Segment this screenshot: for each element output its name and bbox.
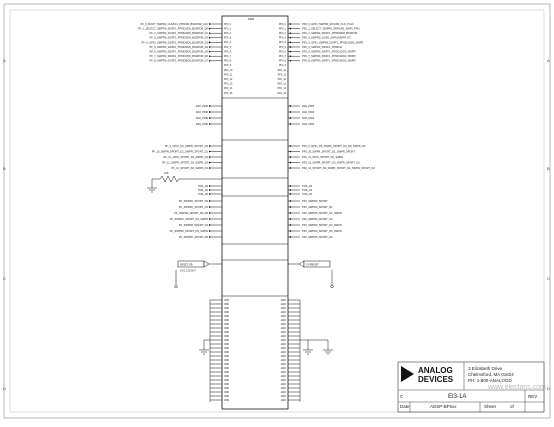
net-label: PF_SWPR0_SPORT_D1 [178, 205, 208, 209]
net-label: PF_SWPR0_SPORT_D6 [178, 235, 208, 239]
net-arrow [209, 193, 211, 195]
sport-left-group [196, 104, 222, 126]
power-pin-name: GND [280, 322, 286, 326]
pin-name: PF0_0 [278, 22, 286, 26]
top-left-net-group [138, 22, 233, 95]
net-label: PF_12_SWPR_SPORT_D3_SWPR_D3 [162, 161, 208, 165]
pin-name: PF0_12 [224, 78, 233, 81]
pin-name: PF0_15 [277, 91, 286, 95]
net-arrow [289, 28, 291, 30]
power-pin-name: GND [280, 394, 286, 398]
power-pin-name: VDD [224, 394, 230, 398]
net-arrow [289, 206, 291, 208]
net-arrow [209, 28, 211, 30]
sheet-of: of [510, 404, 514, 409]
net-label: PF_4_GPIO_SWPR0_D3/FF1_PPI0D4/D0_BSDPOR_D3 [141, 41, 208, 45]
net-arrow [209, 37, 211, 39]
schematic-title: EI3-1A [448, 394, 467, 400]
net-arrow [209, 117, 211, 119]
power-pin-name: VDD [224, 386, 230, 390]
net-arrow [289, 230, 291, 232]
power-pin-name: GND [280, 366, 286, 370]
net-arrow [209, 189, 211, 191]
power-pin-name: GND [280, 310, 286, 314]
net-label: PF0_3_SWPR0_D1/D0_SHR0/SWPR_D0 [302, 36, 351, 40]
reset-left-label2: SYS_CLKOUT [180, 269, 196, 273]
net-label: PF_SWPR0_SPORT_D2_D0 [174, 211, 208, 215]
power-pin-name: GND [280, 334, 286, 338]
power-pin-name: VDD [224, 350, 230, 354]
power-pin-name: GND [280, 374, 286, 378]
net-label: PF0_8_SWPR0_D6/FF1_PPI0D14/D0_SWPR [302, 59, 356, 63]
power-pin-name: VDD [224, 358, 230, 362]
pin-name: PF0_9 [278, 64, 286, 68]
power-pin-name: GND [280, 314, 286, 318]
row-label: C [3, 276, 6, 281]
reset-left-connector [175, 261, 222, 288]
power-pin-name: VDD [224, 354, 230, 358]
net-arrow [209, 105, 211, 107]
power-pin-name: GND [280, 330, 286, 334]
net-label: PF0_7_SWPR0_D5/FF1_PPI0D13/D0_SWPR [302, 55, 356, 59]
net-label: TMS_A0 [197, 192, 208, 196]
net-label: PF_SWPR0_SPORT_D4 [178, 223, 208, 227]
pin-name: PF0_8 [224, 59, 232, 63]
net-label: PF0_SWPR0_SPORT [302, 199, 328, 203]
jtag-left-group [198, 184, 222, 196]
net-arrow [289, 200, 291, 202]
power-pin-name: GND [280, 362, 286, 366]
pin-name: PF0_3 [224, 36, 232, 40]
row-label: C [547, 276, 550, 281]
net-label: PF_11_GPIO_SPORT_D2_SWPR_D2 [163, 155, 208, 159]
pin-name: PF0_10 [277, 68, 286, 72]
address-line-1: 3 Elizabeth Drive [468, 366, 503, 371]
net-arrow [209, 156, 211, 158]
net-label: TMS_A0 [197, 188, 208, 192]
net-label: PF_5_SWPR0_D4/FF1_PPI0D5/D0_BSDPOR_D4 [149, 45, 208, 49]
power-pins-left [210, 299, 229, 402]
power-pin-name: VDD [224, 330, 230, 334]
power-pin-name: VDD [224, 374, 230, 378]
net-label: PF_8_SWPR0_D7/FF1_PPI0D8/D0_BSDPOR_D7 [149, 59, 208, 63]
net-label: PF_7_SWPR0_D6/FF1_PPI0D7/D0_BSDPOR_D6 [149, 55, 208, 59]
power-pin-name: GND [280, 398, 286, 402]
net-arrow [209, 212, 211, 214]
net-label: PF_SWPR0_SPORT_D0 [178, 199, 208, 203]
power-pin-name: VDD [224, 390, 230, 394]
row-label: A [547, 58, 550, 63]
pin-name: PF0_4 [224, 41, 232, 45]
net-arrow [289, 55, 291, 57]
pull-resistor [147, 176, 222, 192]
net-arrow [209, 224, 211, 226]
power-pin-name: VDD [224, 306, 230, 310]
power-pins-right [281, 299, 300, 402]
mid-left-net-group [152, 144, 222, 170]
watermark: www.elecfans.com [488, 384, 546, 391]
net-label: PF0_1_SELECT_SWPR0_SRFS/D0_SHR0_PPI0 [302, 27, 360, 31]
pin-name: PF0_15 [224, 91, 233, 95]
net-label: PF0_9_GPIO_D0_SWPR_SPORT_D0_D0_SWPR_D0 [302, 144, 366, 148]
lower-left-net-group [170, 199, 222, 239]
net-arrow [209, 236, 211, 238]
net-label: PF0_5_SWPR0_D3/FF1_PPI0D11 [302, 45, 343, 49]
net-label: DA0_PRI0 [195, 116, 208, 120]
net-label: PF0_SWPR0_SPORT_D2_SWPR [302, 211, 342, 215]
net-arrow [209, 41, 211, 43]
net-label: PF_3_SWPR0_D2/FF1_PPI0D3/D0_BSDPOR_D2 [149, 36, 208, 40]
net-arrow [209, 185, 211, 187]
net-label: DA0_PRI0 [302, 116, 315, 120]
net-arrow [209, 51, 211, 53]
power-pin-name: VDD [224, 362, 230, 366]
net-label: PF_1_SELECT_SWPR0_D0/FF1_PPI0D1/D0_BSDPOR_D0 [137, 27, 208, 31]
net-arrow [289, 145, 291, 147]
power-pin-name: GND [280, 338, 286, 342]
net-arrow [209, 55, 211, 57]
size-label: C [400, 394, 404, 399]
top-right-net-group [278, 22, 364, 95]
net-label: PF_SWPR0_SPORT_D5_SWPR [169, 229, 208, 233]
net-label: PF0_SWPR0_SPORT_D1 [302, 205, 333, 209]
row-label: B [547, 166, 550, 171]
net-arrow [289, 185, 291, 187]
net-arrow [209, 230, 211, 232]
net-arrow [209, 123, 211, 125]
net-label: PF0_0_GPIO_SWPR0_RCS/D0_CLK_PUL0 [302, 22, 354, 26]
net-arrow [289, 32, 291, 34]
net-arrow [289, 23, 291, 25]
row-label: A [3, 58, 6, 63]
power-pin-name: VDD [224, 302, 230, 306]
company-name: ANALOG [418, 366, 453, 375]
net-label: PF0_6_SWPR0_D4/FF1_PPI0D12/D0_SWPR [302, 50, 356, 54]
lower-right-net-group [288, 199, 342, 239]
pin-name: PF0_14 [277, 87, 286, 91]
net-label: PF0_10_SWPR_SPORT_D1_SWPR_SPORT [302, 150, 355, 154]
net-arrow [289, 151, 291, 153]
net-arrow [209, 60, 211, 62]
power-pin-name: GND [280, 318, 286, 322]
net-arrow [209, 23, 211, 25]
pin-name: PF0_5 [224, 45, 232, 49]
mid-right-net-group [288, 144, 375, 170]
power-pin-name: VDD [224, 342, 230, 346]
power-pin-name: VDD [224, 366, 230, 370]
net-label: DA0_PRI0 [195, 104, 208, 108]
reset-left-label: RESET_PB [180, 263, 193, 267]
net-arrow [209, 162, 211, 164]
net-label: PF0_2_SWPR0_D0/FF1_PPI0D9/D0_BSDPOR [302, 32, 358, 36]
net-label: PF0_4_GPIO_SWPR0_D2/FF1_PPI0D10/D0_SWPR [302, 41, 364, 45]
power-pin-name: GND [280, 378, 286, 382]
power-pin-name: VDD [224, 378, 230, 382]
net-arrow [289, 51, 291, 53]
net-label: DA0_PRI0 [302, 122, 315, 126]
net-arrow [209, 111, 211, 113]
net-arrow [289, 46, 291, 48]
power-pin-name: VDD [224, 370, 230, 374]
net-label: TMS_A0 [302, 188, 313, 192]
ic-header: PWR [248, 18, 255, 21]
pin-name: PF0_14 [224, 87, 233, 91]
pin-name: PF0_3 [278, 36, 286, 40]
pin-name: PF0_5 [278, 45, 286, 49]
net-arrow [289, 224, 291, 226]
net-label: DA0_PRI0 [302, 104, 315, 108]
power-pin-name: GND [280, 306, 286, 310]
pin-name: PF0_13 [277, 82, 286, 86]
net-label: PF_13_SPORT_D4_SWPR_D4 [171, 166, 208, 170]
net-arrow [209, 218, 211, 220]
net-label: PF_9_GPIO_D0_SWPR_SPORT_D0 [164, 144, 208, 148]
net-arrow [289, 218, 291, 220]
net-label: PF0_SWPR0_SPORT_D3 [302, 217, 333, 221]
net-arrow [289, 60, 291, 62]
net-label: PF0_12_SWPR_SPORT_D3_SWPR_SPORT_D3 [302, 161, 360, 165]
power-pin-name: VDD [224, 338, 230, 342]
net-label: TMS_A0 [302, 184, 313, 188]
net-arrow [289, 162, 291, 164]
sport-right-group [288, 104, 315, 126]
power-pin-name: GND [280, 354, 286, 358]
net-label: PF0_11_GPIO_SPORT_D2_SWPR [302, 155, 344, 159]
date-label: Date [400, 404, 410, 409]
net-arrow [209, 167, 211, 169]
document-number: ADSP-BF5xx [430, 404, 457, 409]
power-pin-name: VDD [224, 382, 230, 386]
power-pin-name: VDD [224, 318, 230, 322]
reset-right-connector [288, 261, 333, 288]
pin-name: PF0_12 [277, 78, 286, 81]
net-arrow [289, 111, 291, 113]
row-label: D [3, 386, 6, 391]
address-line-2: Chelmsford, MA 01824 [468, 372, 514, 377]
net-label: DA0_PRI0 [195, 122, 208, 126]
pin-name: PF0_1 [278, 27, 286, 31]
net-arrow [289, 212, 291, 214]
pin-name: PF0_4 [278, 41, 286, 45]
pin-name: PF0_6 [224, 50, 232, 54]
power-pin-name: GND [280, 370, 286, 374]
net-arrow [289, 37, 291, 39]
power-pin-name: VDD [224, 346, 230, 350]
phone: PH: 1-800-ANALOGD [468, 378, 512, 383]
title-block [398, 362, 546, 412]
net-arrow [289, 236, 291, 238]
power-pin-name: GND [280, 390, 286, 394]
net-arrow [289, 117, 291, 119]
pin-name: PF0_0 [224, 22, 232, 26]
reset-right-label: SYSRESET [306, 263, 319, 267]
net-label: DA0_PRI0 [195, 110, 208, 114]
net-label: PF0_SWPR0_SPORT_D4_SWPR [302, 223, 342, 227]
pin-name: PF0_10 [224, 68, 233, 72]
net-label: DA0_PRI0 [302, 110, 315, 114]
pin-name: PF0_2 [278, 32, 286, 35]
net-arrow [209, 200, 211, 202]
net-label: PF_2_SWPR0_D1/FF1_PPI0D2/D0_BSDPOR_D1 [149, 32, 208, 36]
net-arrow [209, 32, 211, 34]
power-pin-name: GND [280, 386, 286, 390]
pin-name: PF0_9 [224, 64, 232, 68]
power-pin-name: GND [280, 358, 286, 362]
pin-name: PF0_8 [278, 59, 286, 63]
net-arrow [289, 123, 291, 125]
power-pin-name: GND [280, 342, 286, 346]
power-pin-name: GND [280, 382, 286, 386]
power-pin-name: VDD [224, 398, 230, 402]
net-arrow [209, 206, 211, 208]
resistor-label: 10K [164, 172, 169, 175]
net-label: PF0_13_SPORT_D4_SWPR_SPORT_D4_SWPR_SPORT_D4 [302, 166, 375, 170]
power-pin-name: GND [280, 350, 286, 354]
company-name-2: DEVICES [418, 375, 454, 384]
power-pin-name: VDD [224, 314, 230, 318]
pin-name: PF0_11 [277, 73, 286, 77]
pin-name: PF0_1 [224, 27, 232, 31]
power-pin-name: VDD [224, 334, 230, 338]
net-arrow [289, 156, 291, 158]
net-label: TMS_A0 [302, 192, 313, 196]
power-pin-name: VDD [224, 310, 230, 314]
pin-name: PF0_7 [278, 55, 286, 58]
pin-name: PF0_11 [224, 73, 233, 77]
power-pin-name: GND [280, 326, 286, 330]
net-label: PF0_SWPR0_SPORT_D6 [302, 235, 333, 239]
power-pin-name: GND [280, 346, 286, 350]
pin-name: PF0_6 [278, 50, 286, 54]
pin-name: PF0_13 [224, 82, 233, 86]
net-arrow [289, 193, 291, 195]
net-arrow [289, 41, 291, 43]
power-pin-name: VDD [224, 298, 230, 302]
power-pin-name: VDD [224, 322, 230, 326]
pin-name: PF0_2 [224, 32, 232, 35]
net-label: PF_SWPR0_SPORT_D3_SWPR [169, 217, 208, 221]
power-pin-name: GND [280, 302, 286, 306]
net-arrow [209, 46, 211, 48]
net-label: PF_0_BOOT_SWPR0_CLK/FF1_PPI0/D0_BSDPOR_CLK [140, 22, 208, 26]
sheet-label: Sheet [484, 404, 496, 409]
net-label: PF0_SWPR0_SPORT_D5_SWPR [302, 229, 342, 233]
power-pin-name: GND [280, 298, 286, 302]
net-arrow [209, 145, 211, 147]
net-arrow [289, 105, 291, 107]
row-label: B [3, 166, 6, 171]
pin-name: PF0_7 [224, 55, 232, 58]
net-label: PF_6_SWPR0_D5/FF1_PPI0D6/D0_BSDPOR_D5 [149, 50, 208, 54]
jtag-right-group [288, 184, 313, 196]
net-arrow [289, 167, 291, 169]
rev-label: REV [528, 394, 538, 399]
net-arrow [209, 151, 211, 153]
power-pin-name: VDD [224, 326, 230, 330]
net-arrow [289, 189, 291, 191]
row-label: D [547, 386, 550, 391]
net-label: TMS_A0 [197, 184, 208, 188]
net-label: PF_10_SWPR_SPORT_D1_SWPR_SPORT_D1 [151, 150, 208, 154]
